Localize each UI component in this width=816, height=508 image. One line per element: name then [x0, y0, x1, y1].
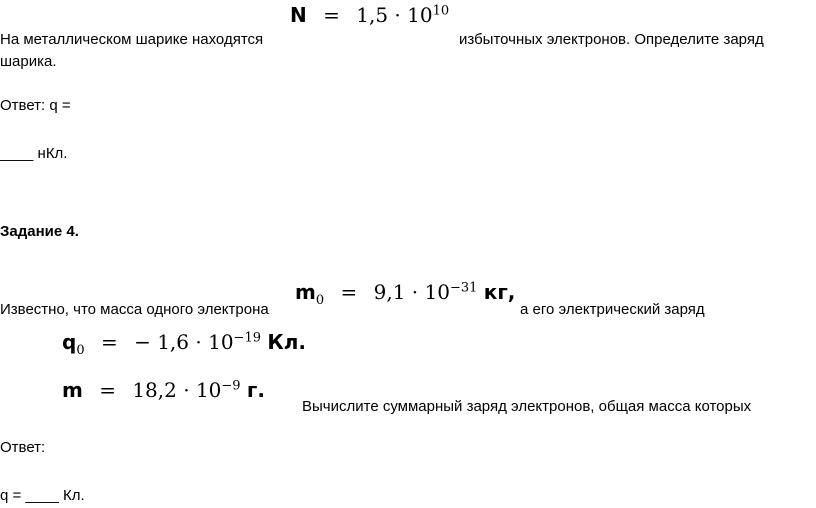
formula-m-exp: −9 — [221, 378, 241, 394]
formula-q0-var: q — [62, 330, 77, 354]
task3-answer-label: Ответ: q = — [0, 97, 71, 114]
formula-m-mantissa: 18,2 — [132, 378, 177, 402]
formula-m0-eq: = — [340, 280, 358, 304]
formula-q0-mantissa: − 1,6 — [134, 330, 190, 354]
task3-text-start: На металлическом шарике находятся — [0, 31, 264, 48]
task4-text-calc: Вычислите суммарный заряд электронов, общая масса которых — [302, 398, 752, 415]
task4-text-start: Известно, что масса одного электрона — [0, 301, 269, 318]
formula-n-exp: 10 — [432, 3, 450, 19]
task4-answer-label: Ответ: — [0, 439, 46, 456]
task3-text-line2: шарика. — [0, 53, 57, 70]
formula-m0-mantissa: 9,1 — [373, 280, 406, 304]
task3-text-end: избыточных электронов. Определите заряд — [459, 31, 764, 48]
formula-m-base: 10 — [195, 378, 222, 402]
formula-m — [62, 378, 265, 402]
formula-m0-dot: · — [411, 280, 419, 304]
formula-q0-base: 10 — [208, 330, 234, 354]
formula-m-dot: · — [183, 378, 190, 402]
formula-m0-base: 10 — [424, 280, 450, 304]
formula-m-var: m — [62, 378, 83, 402]
formula-n-var: N — [290, 3, 307, 27]
task4-heading: Задание 4. — [0, 223, 79, 240]
formula-m0-exp: −31 — [449, 280, 478, 296]
task3-answer-blank: ____ нКл. — [0, 145, 68, 162]
task4-answer-blank: q = ____ Кл. — [0, 487, 85, 504]
formula-m0 — [295, 280, 516, 308]
formula-n-dot: · — [394, 3, 401, 27]
formula-q0-exp: −19 — [233, 330, 261, 346]
formula-q0-dot: · — [195, 330, 202, 354]
formula-n-base: 10 — [407, 3, 433, 27]
formula-n-mantissa: 1,5 — [356, 3, 389, 27]
formula-m-eq: = — [99, 378, 116, 402]
task4-text-charge: а его электрический заряд — [520, 301, 705, 318]
formula-m-unit: г. — [246, 378, 265, 402]
formula-q0-sub: 0 — [76, 343, 85, 358]
formula-n — [290, 3, 449, 27]
formula-m0-var: m — [295, 280, 316, 304]
formula-q0 — [62, 330, 306, 358]
formula-q0-eq: = — [100, 330, 118, 354]
formula-m0-sub: 0 — [315, 293, 325, 308]
formula-n-eq: = — [323, 3, 340, 27]
formula-q0-unit: Кл. — [267, 330, 306, 354]
formula-m0-unit: кг, — [483, 280, 516, 304]
